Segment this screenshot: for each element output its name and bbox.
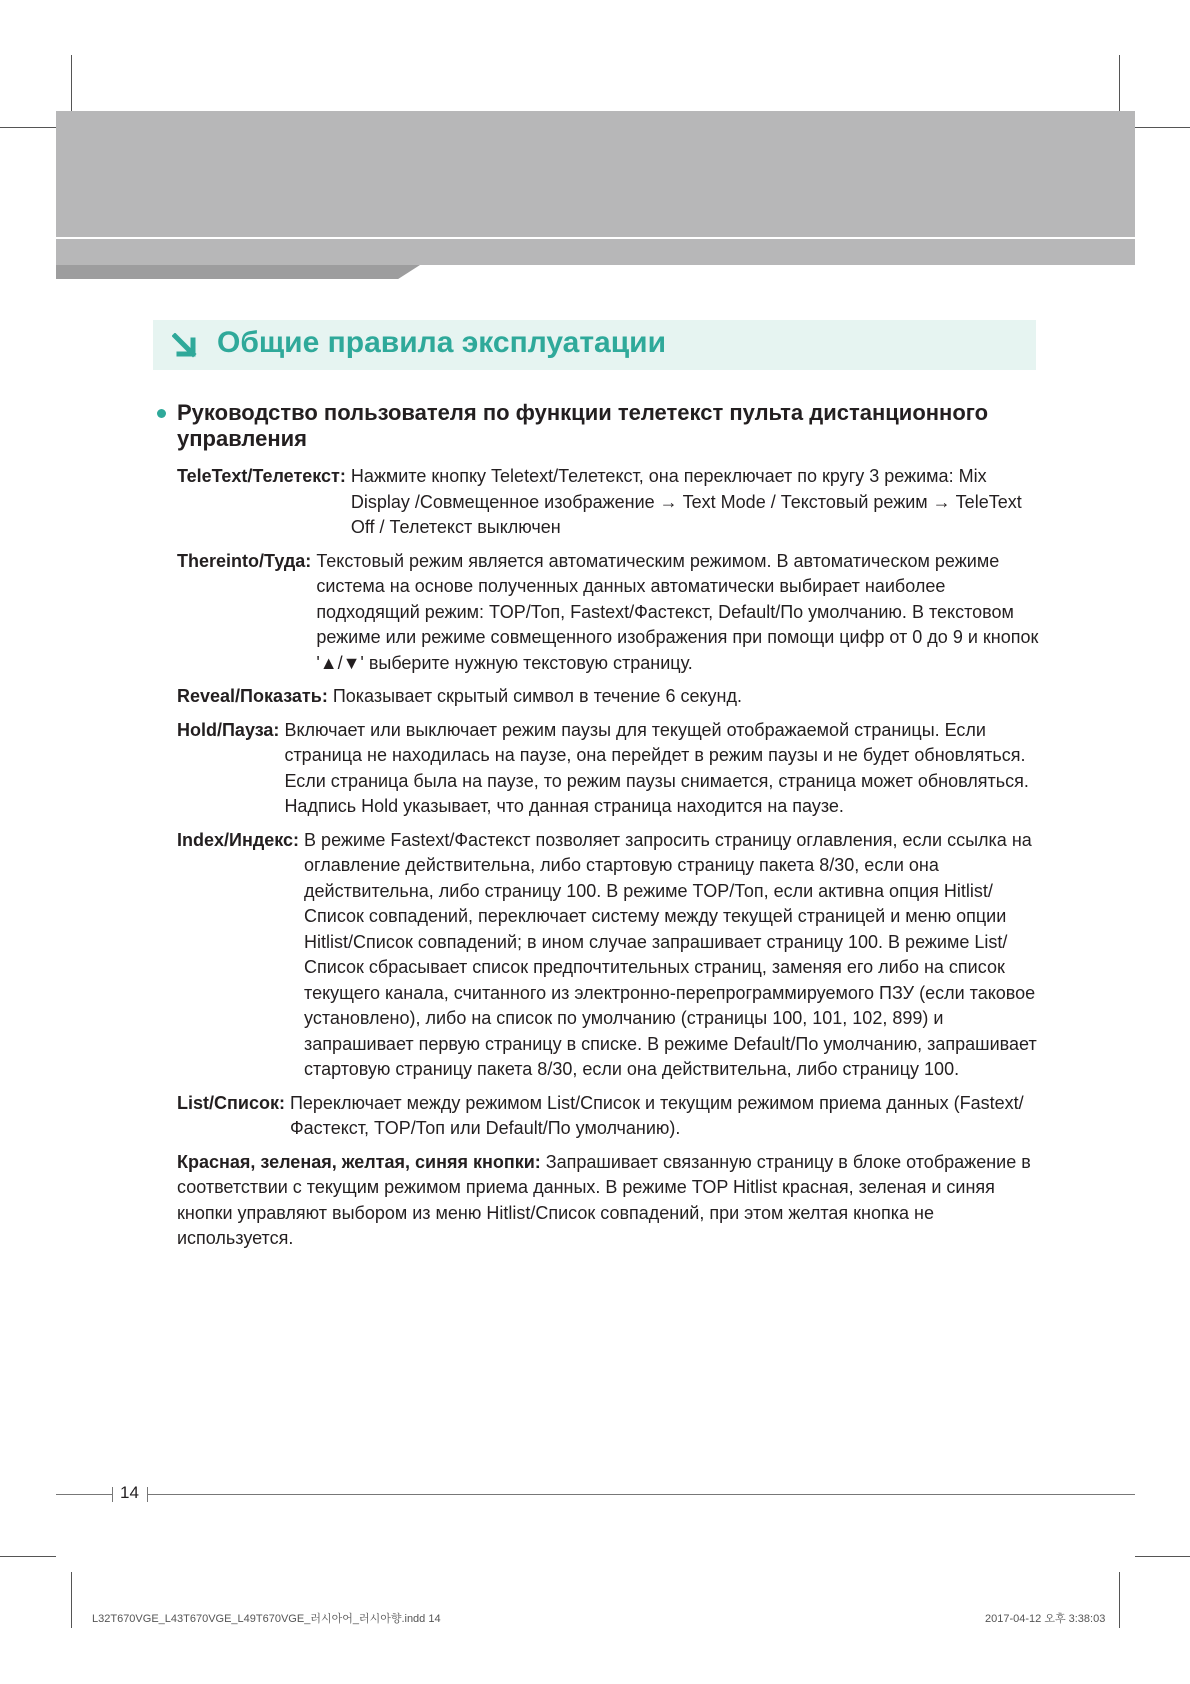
crop-mark: [1119, 55, 1120, 111]
bullet-dot: [157, 409, 166, 418]
entry-teletext: [177, 464, 1039, 541]
entry-desc: В режиме Fastext/Фастекст позволяет запросить страницу оглавления, если ссылка на оглавление действительна, либо стартовую страницу пакета 8/30, если она действительна, либо страницу 100. В режиме TOP/Топ, если активна опция Hitlist/Список совпадений, переключает систему между текущей страницей и меню опции Hitlist/Список совпадений; в ином случае запрашивает страницу 100. В режиме List/Список сбрасывает список предпочтительных страниц, заменяя его либо на список текущего канала, считанного из электронно-перепрограммируемого ПЗУ (если таковое установлено), либо на список по умолчанию (страницы 100, 101, 102, 899) и запрашивает первую страницу в списке. В режиме Default/По умолчанию, запрашивает стартовую страницу пакета 8/30, если она действительна, либо страницу 100.: [304, 829, 1037, 1079]
crop-mark: [1135, 127, 1190, 128]
entry-term: Hold/Пауза:: [177, 719, 280, 740]
folio-rule: [147, 1494, 1135, 1495]
entry-reveal: [177, 684, 1039, 710]
section-title-bar: [153, 320, 1036, 370]
entry-term: List/Список:: [177, 1092, 285, 1113]
subheading: [177, 400, 1039, 452]
entry-term: Reveal/Показать:: [177, 686, 328, 706]
slug-date: 2017-04-12 오후 3:38:03: [985, 1613, 1106, 1625]
entry-desc: Включает или выключает режим паузы для текущей отображаемой страницы. Если страница не находилась на паузе, она перейдет в режим паузы и не будет обновляться. Если страница была на паузе, то режим паузы снимается, страница может обновляться. Надпись Hold указывает, что данная страница находится на паузе.: [284, 719, 1029, 816]
entry-term: Index/Индекс:: [177, 829, 300, 850]
crop-mark: [0, 127, 56, 128]
folio-rule: [56, 1494, 112, 1495]
crop-mark: [0, 1556, 56, 1557]
slug-filename: L32T670VGE_L43T670VGE_L49T670VGE_러시아어_러시아향.indd 14: [92, 1613, 441, 1625]
entry-desc: Нажмите кнопку Teletext/Телетекст, она переключает по кругу 3 режима: Mix Display /Совмещенное изображение → Text Mode / Текстовый режим → TeleText Off / Телетекст выключен: [350, 466, 1022, 537]
entry-color-buttons: [177, 1150, 1039, 1252]
crop-mark: [71, 1572, 72, 1628]
entry-desc: Текстовый режим является автоматическим режимом. В автоматическом режиме система на основе полученных данных автоматически выбирает наиболее подходящий режим: TOP/Топ, Fastext/Фастекст, Default/По умолчанию. В текстовом режиме или режиме совмещенного изображения при помощи цифр от 0 до 9 и кнопок '▲/▼' выберите нужную текстовую страницу.: [316, 550, 1039, 673]
entry-desc: Показывает скрытый символ в течение 6 секунд.: [332, 686, 742, 706]
page-number: 14: [120, 1483, 139, 1502]
header-banner: [56, 111, 1135, 265]
main-content: [177, 400, 1039, 1260]
folio-tick: [112, 1487, 113, 1502]
entry-thereinto: [177, 549, 1039, 677]
header-banner-divider: [56, 237, 1135, 239]
entry-term: Thereinto/Туда:: [177, 550, 312, 571]
entry-term: TeleText/Телетекст:: [177, 466, 346, 486]
header-banner-tab: [56, 265, 420, 279]
crop-mark: [1119, 1572, 1120, 1628]
crop-mark: [71, 55, 72, 111]
section-title: Общие правила эксплуатации: [217, 326, 667, 359]
arrow-down-right-icon: [172, 333, 198, 359]
entry-hold: [177, 718, 1039, 820]
entry-desc: Переключает между режимом List/Список и текущим режимом приема данных (Fastext/Фастекст, TOP/Топ или Default/По умолчанию).: [289, 1092, 1024, 1138]
entry-index: [177, 828, 1039, 1083]
subheading-text: Руководство пользователя по функции телетекст пульта дистанционного управления: [177, 400, 989, 451]
entry-desc: Запрашивает связанную страницу в блоке отображение в соответствии с текущим режимом приема данных. В режиме TOP Hitlist красная, зеленая и синяя кнопки управляют выбором из меню Hitlist/Список совпадений, при этом желтая кнопка не используется.: [177, 1151, 1031, 1248]
crop-mark: [1135, 1556, 1190, 1557]
entry-list: [177, 1091, 1039, 1142]
entry-term: Красная, зеленая, желтая, синяя кнопки:: [177, 1151, 541, 1172]
